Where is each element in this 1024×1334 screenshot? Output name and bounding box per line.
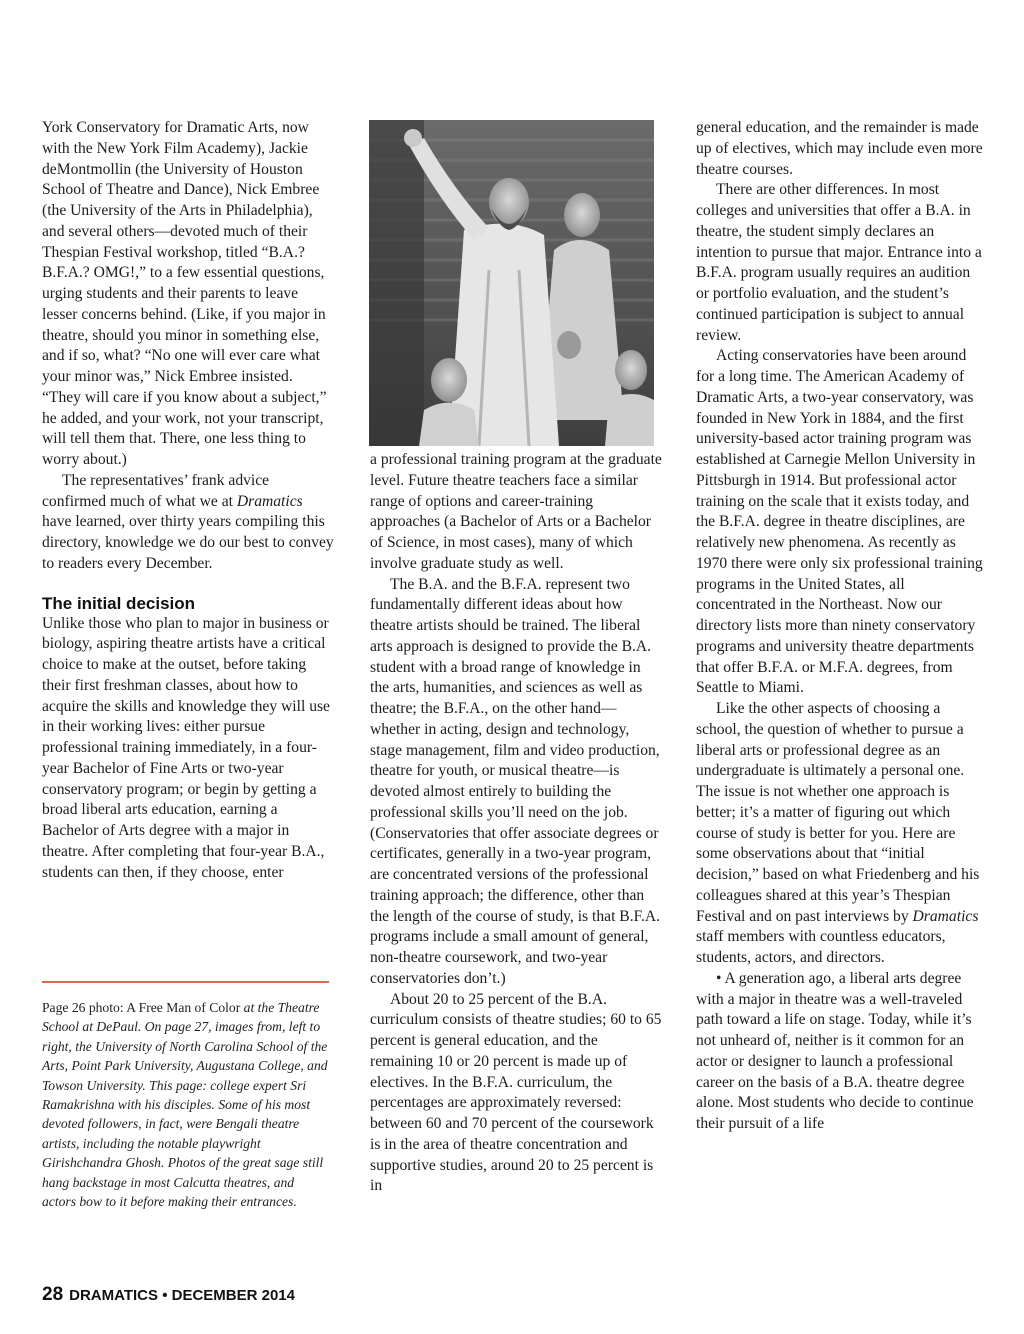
page-number: 28 (42, 1284, 64, 1305)
column-right (696, 118, 986, 1135)
photo-image (369, 120, 654, 446)
section-heading: The initial decision (42, 593, 196, 613)
paragraph: • A generation ago, a liberal arts degree with a major in theatre was a well-traveled path toward a life on stage. Today, while it’s not unheard of, neither is it common for an actor or designer to launch a professional career on the basis of a B.A. theatre degree alone. Most students who decide to continue their pursuit of a life (696, 969, 974, 1132)
paragraph: general education, and the remainder is made up of electives, which may include even more theatre courses. (696, 119, 983, 178)
publication-line: DRAMATICS • DECEMBER 2014 (69, 1287, 295, 1304)
caption-show-title: A Free Man of Color (126, 1000, 241, 1015)
paragraph: a professional training program at the graduate level. Future theatre teachers face a similar range of options and career-training approaches (a Bachelor of Arts or a Bachelor of Science, in most cases), many of which involve graduate study as well. (370, 451, 662, 572)
text-span: Like the other aspects of choosing a school, the question of whether to pursue a liberal arts or professional degree as an undergraduate is ultimately a personal one. The issue is not whether one approach is better; it’s a matter of figuring out which course of study is better for you. Here are some observations about that “initial decision,” based on what Friedenberg and his colleagues shared at this year’s Thespian Festival and on past interviews by (696, 700, 980, 925)
caption-divider (42, 981, 329, 983)
paragraph: Unlike those who plan to major in business or biology, aspiring theatre artists have a critical choice to make at the outset, before taking their first freshman classes, about how to acquire the skills and knowledge they will use in their working lives: either pursue professional training immediately, in a four-year Bachelor of Fine Arts or two-year conservatory program; or begin by getting a broad liberal arts education, earning a Bachelor of Arts degree with a major in theatre. After completing that four-year B.A., students can then, if they choose, enter (42, 614, 330, 881)
paragraph (42, 471, 334, 575)
paragraph: There are other differences. In most colleges and universities that offer a B.A. in theatre, the student simply declares an intention to pursue that major. Entrance into a B.F.A. program usually requires an audition or portfolio evaluation, and the student’s continued participation is subject to annual review. (696, 181, 982, 344)
column-left (42, 118, 334, 883)
column-middle (370, 450, 662, 1197)
paragraph: Acting conservatories have been around for a long time. The American Academy of Dramatic Arts, a two-year conservatory, was founded in New York in 1884, and the first university-based actor training program was established at Carnegie Mellon University in Pittsburgh in 1914. But professional actor training on the scale that it exists today, and the B.F.A. degree in theatre disciplines, are relatively new phenomena. As recently as 1970 there were only six professional training programs in the United States, all concentrated in the Northeast. Now our directory lists more than ninety conservatory programs and university theatre departments that offer B.F.A. or M.F.A. degrees, from Seattle to Miami. (696, 347, 983, 697)
paragraph (696, 699, 986, 969)
paragraph: About 20 to 25 percent of the B.A. curriculum consists of theatre studies; 60 to 65 percent is general education, and the remaining 10 or 20 percent is made up of electives. In the B.F.A. curriculum, the percentages are approximately reversed: between 60 and 70 percent of the coursework is in the area of theatre concentration and supportive studies, around 20 to 25 percent is in (370, 990, 662, 1195)
text-span: staff members with countless educators, students, actors, and directors. (696, 928, 946, 966)
caption-text: at the Theatre School at DePaul. On page 27, images from, left to right, the University of North Carolina School of the Arts, Point Park University, Augustana College, and Towson University. This page: college expert Sri Ramakrishna with his disciples. Some of his most devoted followers, in fact, were Bengali theatre artists, including the notable playwright Girishchandra Ghosh. Photos of the great sage still hang backstage in most Calcutta theatres, and actors bow to it before making their entrances. (42, 1000, 328, 1210)
photo-caption (42, 998, 330, 1211)
text-span: The representatives’ frank advice confirmed much of what we at (42, 471, 270, 510)
paragraph: York Conservatory for Dramatic Arts, now with the New York Film Academy), Jackie deMontmollin (the University of Houston School of Theatre and Dance), Nick Embree (the University of the Arts in Philadelphia), and several others—devoted much of their Thespian Festival workshop, titled “B.A.? B.F.A.? OMG!,” to a few essential questions, urging students and their parents to leave lesser concerns behind. (Like, if you major in theatre, should you minor in something else, and if so, what? “No one will ever care what your minor was,” Nick Embree insisted. “They will care if you know about a subject,” he added, and your work, not your transcript, will tell them that. There, one less thing to worry about.) (42, 119, 327, 468)
caption-lead: Page 26 photo: (42, 1000, 127, 1015)
photo-ramakrishna-disciples (369, 120, 654, 446)
magazine-name: Dramatics (912, 907, 979, 925)
magazine-name: Dramatics (236, 492, 303, 510)
page-footer (42, 1284, 295, 1306)
text-span: have learned, over thirty years compiling this directory, knowledge we do our best to convey to readers every December. (42, 513, 334, 572)
paragraph: The B.A. and the B.F.A. represent two fundamentally different ideas about how theatre artists should be trained. The liberal arts approach is designed to provide the B.A. student with a broad range of knowledge in the arts, humanities, and sciences as well as theatre; the B.F.A., on the other hand—whether in acting, design and technology, stage management, film and video production, theatre for youth, or musical theatre—is devoted almost entirely to building the professional skills you’ll need on the job. (Conservatories that offer associate degrees or certificates, generally in a two-year program, are concentrated versions of the professional training approach; the difference, other than the length of the course of study, is that B.F.A. programs include a small amount of general, non-theatre coursework, and two-year conservatories don’t.) (370, 575, 661, 987)
